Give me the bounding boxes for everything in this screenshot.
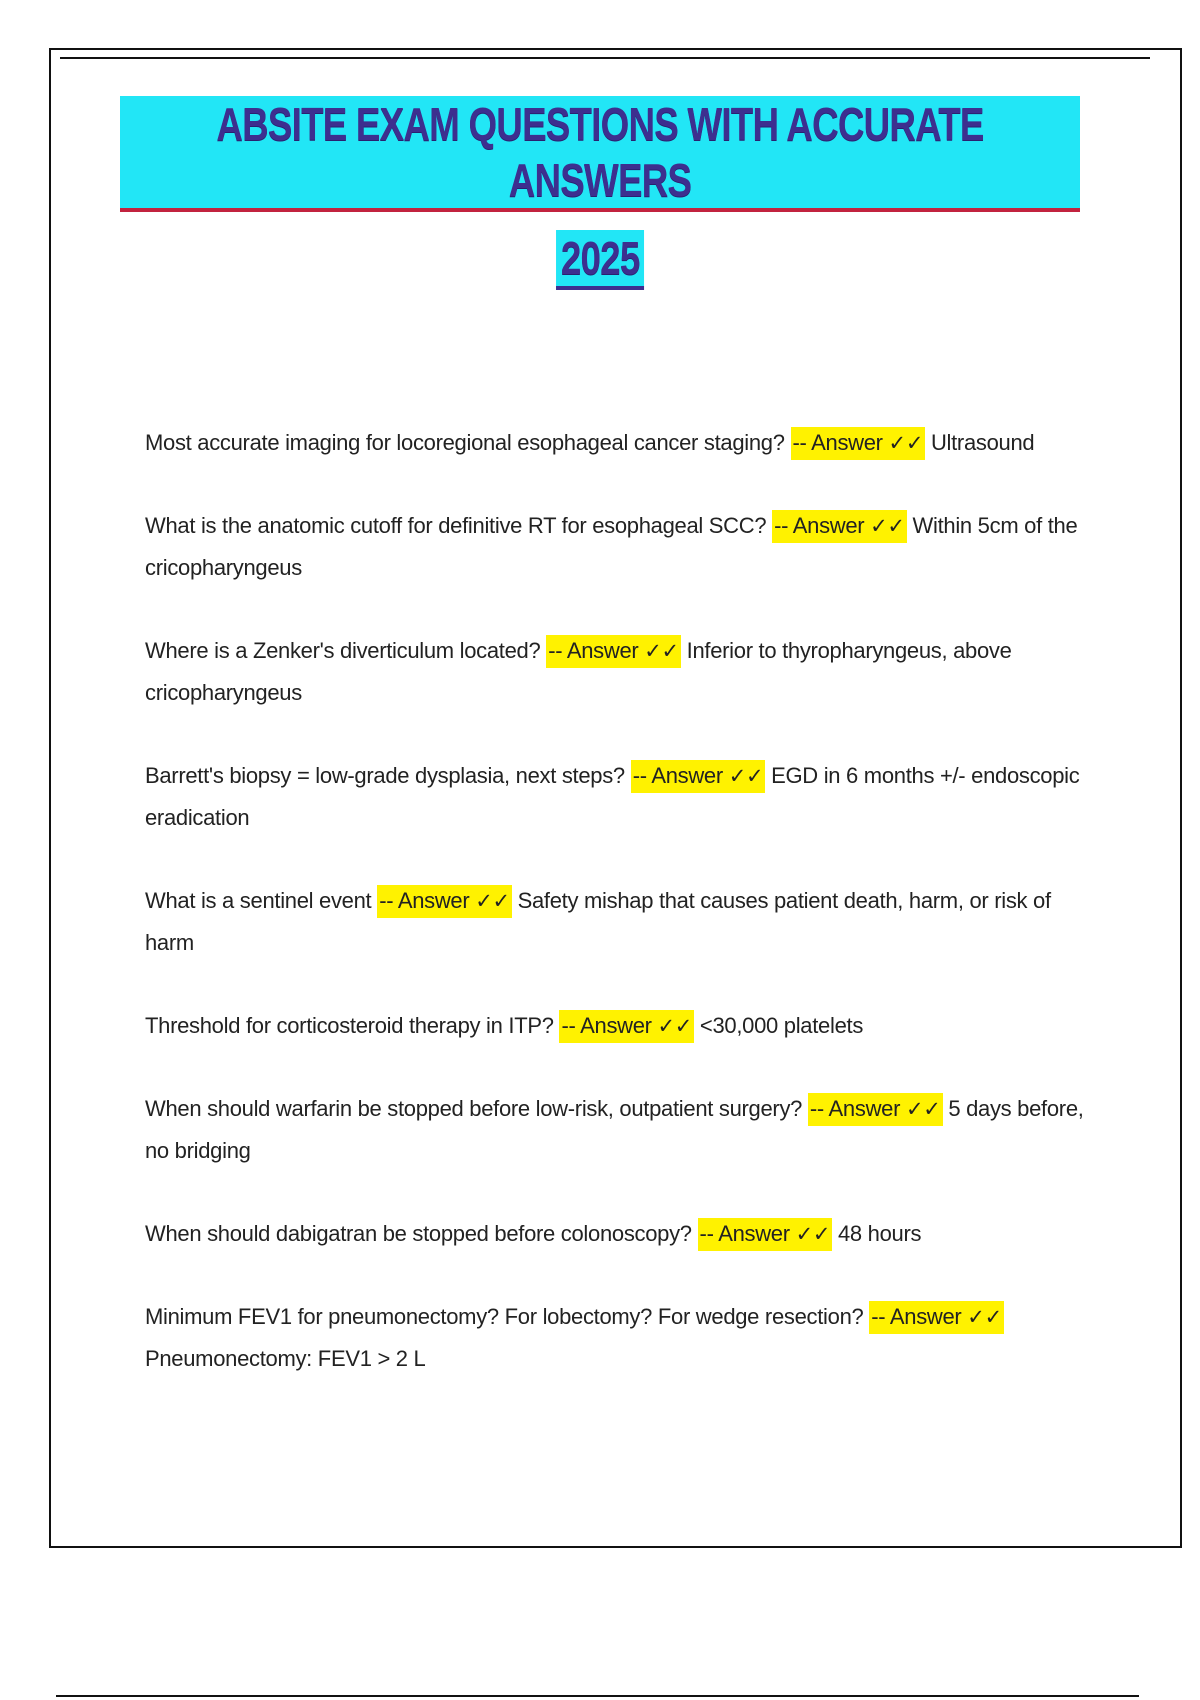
answer-text: Safety mishap that causes patient death, harm, or risk of harm <box>145 888 1051 955</box>
question-text: Barrett's biopsy = low-grade dysplasia, next steps? <box>145 763 625 788</box>
qa-item <box>145 422 1095 464</box>
answer-marker-label: -- Answer <box>632 763 723 788</box>
answer-marker-label: -- Answer <box>792 430 883 455</box>
double-check-icon: ✓✓ <box>967 1305 1002 1329</box>
qa-item <box>145 1005 1095 1047</box>
question-text: Most accurate imaging for locoregional esophageal cancer staging? <box>145 430 785 455</box>
double-check-icon: ✓✓ <box>870 514 905 538</box>
answer-marker-label: -- Answer <box>871 1304 962 1329</box>
answer-text: <30,000 platelets <box>699 1013 864 1038</box>
answer-marker <box>869 1301 1004 1334</box>
answer-marker-label: -- Answer <box>774 513 865 538</box>
double-check-icon: ✓✓ <box>905 1097 941 1121</box>
question-text: Minimum FEV1 for pneumonectomy? For lobectomy? For wedge resection? <box>145 1304 864 1329</box>
qa-item <box>145 505 1095 589</box>
double-check-icon: ✓✓ <box>728 764 764 788</box>
double-check-icon: ✓✓ <box>795 1222 831 1246</box>
bottom-rule-divider <box>56 1695 1139 1697</box>
top-rule-divider <box>60 57 1150 59</box>
answer-marker <box>808 1093 943 1126</box>
answer-marker <box>377 885 512 918</box>
answer-marker <box>791 427 926 460</box>
qa-item <box>145 1296 1095 1380</box>
answer-text: Pneumonectomy: FEV1 > 2 L <box>145 1346 426 1371</box>
answer-marker-label: -- Answer <box>379 888 470 913</box>
qa-item <box>145 1213 1095 1255</box>
answer-marker-label: -- Answer <box>699 1221 790 1246</box>
answer-text: 5 days before, no bridging <box>145 1096 1084 1163</box>
title-line-year: 2025 <box>556 230 644 290</box>
double-check-icon: ✓✓ <box>475 889 510 913</box>
document-title <box>0 96 1200 290</box>
qa-item <box>145 880 1095 964</box>
question-text: What is a sentinel event <box>145 888 372 913</box>
question-text: Threshold for corticosteroid therapy in ITP? <box>145 1013 554 1038</box>
question-text: When should warfarin be stopped before low-risk, outpatient surgery? <box>145 1096 803 1121</box>
qa-item <box>145 755 1095 839</box>
answer-text: Ultrasound <box>930 430 1035 455</box>
double-check-icon: ✓✓ <box>657 1014 693 1038</box>
answer-marker <box>546 635 681 668</box>
title-line-main: ABSITE EXAM QUESTIONS WITH ACCURATE ANSWERS <box>120 96 1080 212</box>
qa-item <box>145 1088 1095 1172</box>
qa-list <box>145 422 1095 1421</box>
double-check-icon: ✓✓ <box>888 431 924 455</box>
answer-text: EGD in 6 months +/- endoscopic eradication <box>145 763 1080 830</box>
answer-marker <box>698 1218 833 1251</box>
answer-text: Inferior to thyropharyngeus, above cricopharyngeus <box>145 638 1012 705</box>
answer-text: Within 5cm of the cricopharyngeus <box>145 513 1078 580</box>
answer-marker <box>772 510 907 543</box>
answer-marker <box>559 1010 694 1043</box>
answer-marker <box>631 760 766 793</box>
answer-marker-label: -- Answer <box>809 1096 901 1121</box>
question-text: Where is a Zenker's diverticulum located? <box>145 638 541 663</box>
double-check-icon: ✓✓ <box>644 639 679 663</box>
question-text: What is the anatomic cutoff for definitive RT for esophageal SCC? <box>145 513 767 538</box>
answer-marker-label: -- Answer <box>548 638 639 663</box>
question-text: When should dabigatran be stopped before colonoscopy? <box>145 1221 692 1246</box>
answer-marker-label: -- Answer <box>561 1013 652 1038</box>
answer-text: 48 hours <box>837 1221 922 1246</box>
qa-item <box>145 630 1095 714</box>
